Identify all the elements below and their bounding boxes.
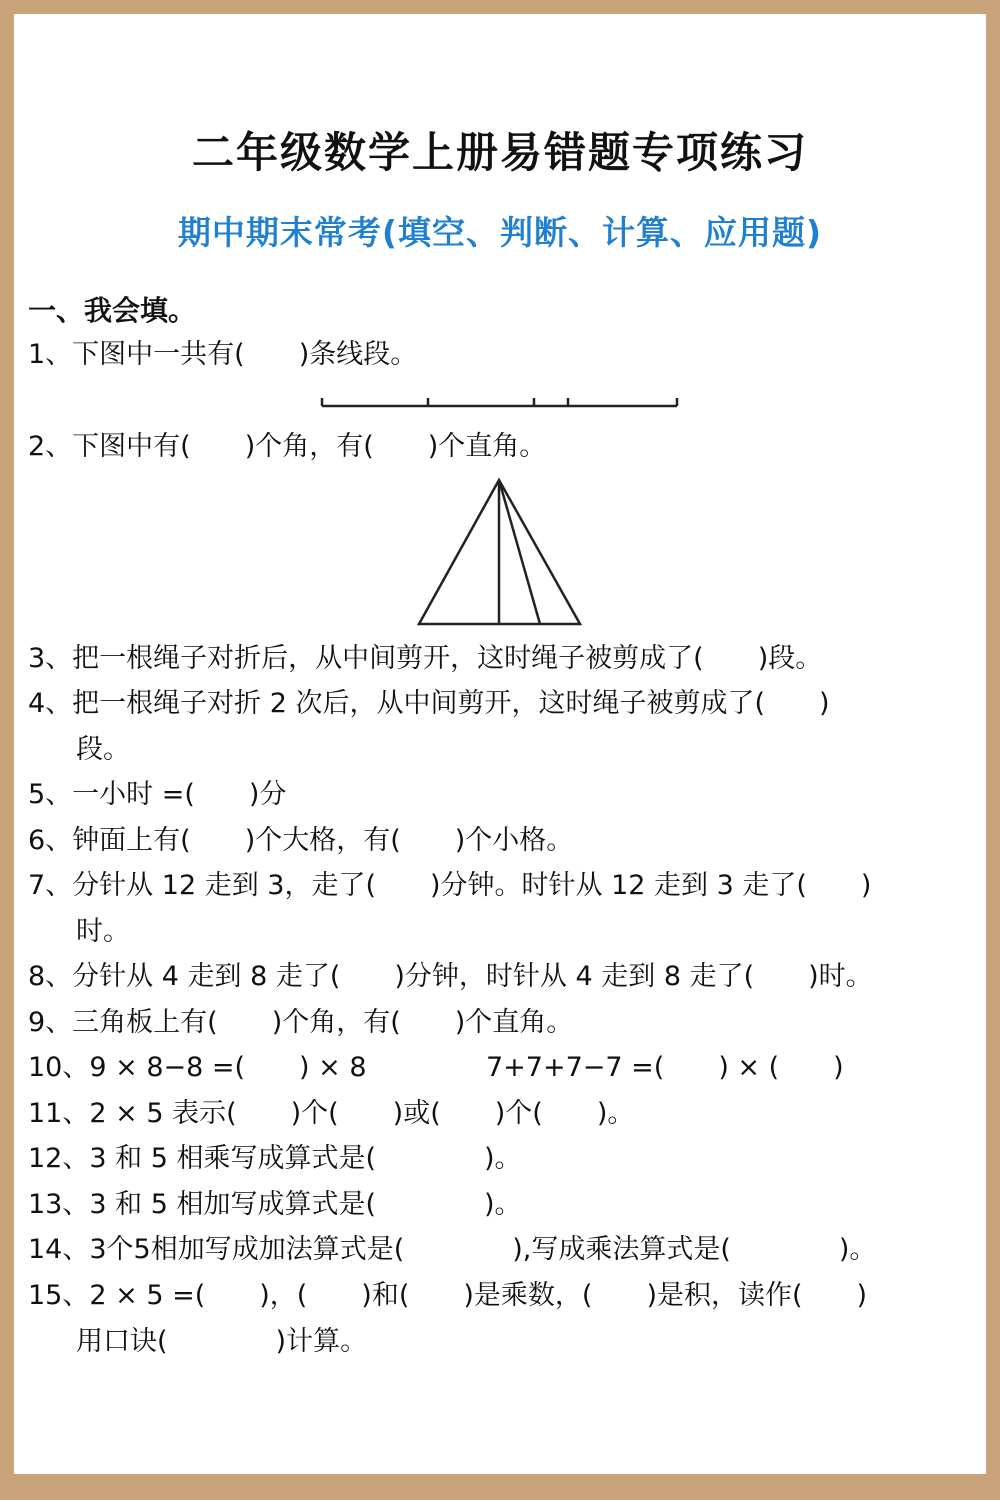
question-3: 3、把一根绳子对折后，从中间剪开，这时绳子被剪成了( )段。 — [28, 643, 823, 674]
question-5: 5、一小时 =( )分 — [28, 779, 287, 810]
page-title: 二年级数学上册易错题专项练习 — [191, 128, 808, 177]
page-subtitle: 期中期末常考(填空、判断、计算、应用题) — [177, 213, 823, 252]
question-8: 8、分针从 4 走到 8 走了( )分钟，时针从 4 走到 8 走了( )时。 — [28, 961, 873, 992]
question-2: 2、下图中有( )个角，有( )个直角。 — [28, 431, 547, 462]
question-4: 4、把一根绳子对折 2 次后，从中间剪开，这时绳子被剪成了( ) — [28, 688, 830, 719]
question-13: 13、3 和 5 相加写成算式是( )。 — [28, 1189, 522, 1220]
question-7-continued: 时。 — [76, 916, 130, 947]
question-14: 14、3个5相加写成加法算式是( ),写成乘法算式是( )。 — [28, 1234, 877, 1265]
question-7: 7、分针从 12 走到 3，走了( )分钟。时针从 12 走到 3 走了( ) — [28, 870, 872, 901]
triangle-inner-line — [499, 480, 540, 624]
question-10-part-1: 10、9 × 8−8 =( ) × 8 — [28, 1052, 367, 1083]
question-12: 12、3 和 5 相乘写成算式是( )。 — [28, 1143, 522, 1174]
section-heading: 一、我会填。 — [28, 294, 197, 327]
triangle-angle-figure — [410, 474, 590, 630]
question-15: 15、2 × 5 =( )，( )和( )是乘数，( )是积，读作( ) — [28, 1280, 868, 1311]
question-15-continued: 用口诀( )计算。 — [76, 1326, 368, 1357]
question-9: 9、三角板上有( )个角，有( )个直角。 — [28, 1007, 574, 1038]
question-10-part-2: 7+7+7−7 =( ) × ( ) — [486, 1052, 844, 1083]
question-4-continued: 段。 — [76, 734, 130, 765]
question-1: 1、下图中一共有( )条线段。 — [28, 339, 418, 370]
line-segment-figure — [318, 392, 682, 412]
question-6: 6、钟面上有( )个大格，有( )个小格。 — [28, 825, 574, 856]
question-11: 11、2 × 5 表示( )个( )或( )个( )。 — [28, 1098, 635, 1129]
